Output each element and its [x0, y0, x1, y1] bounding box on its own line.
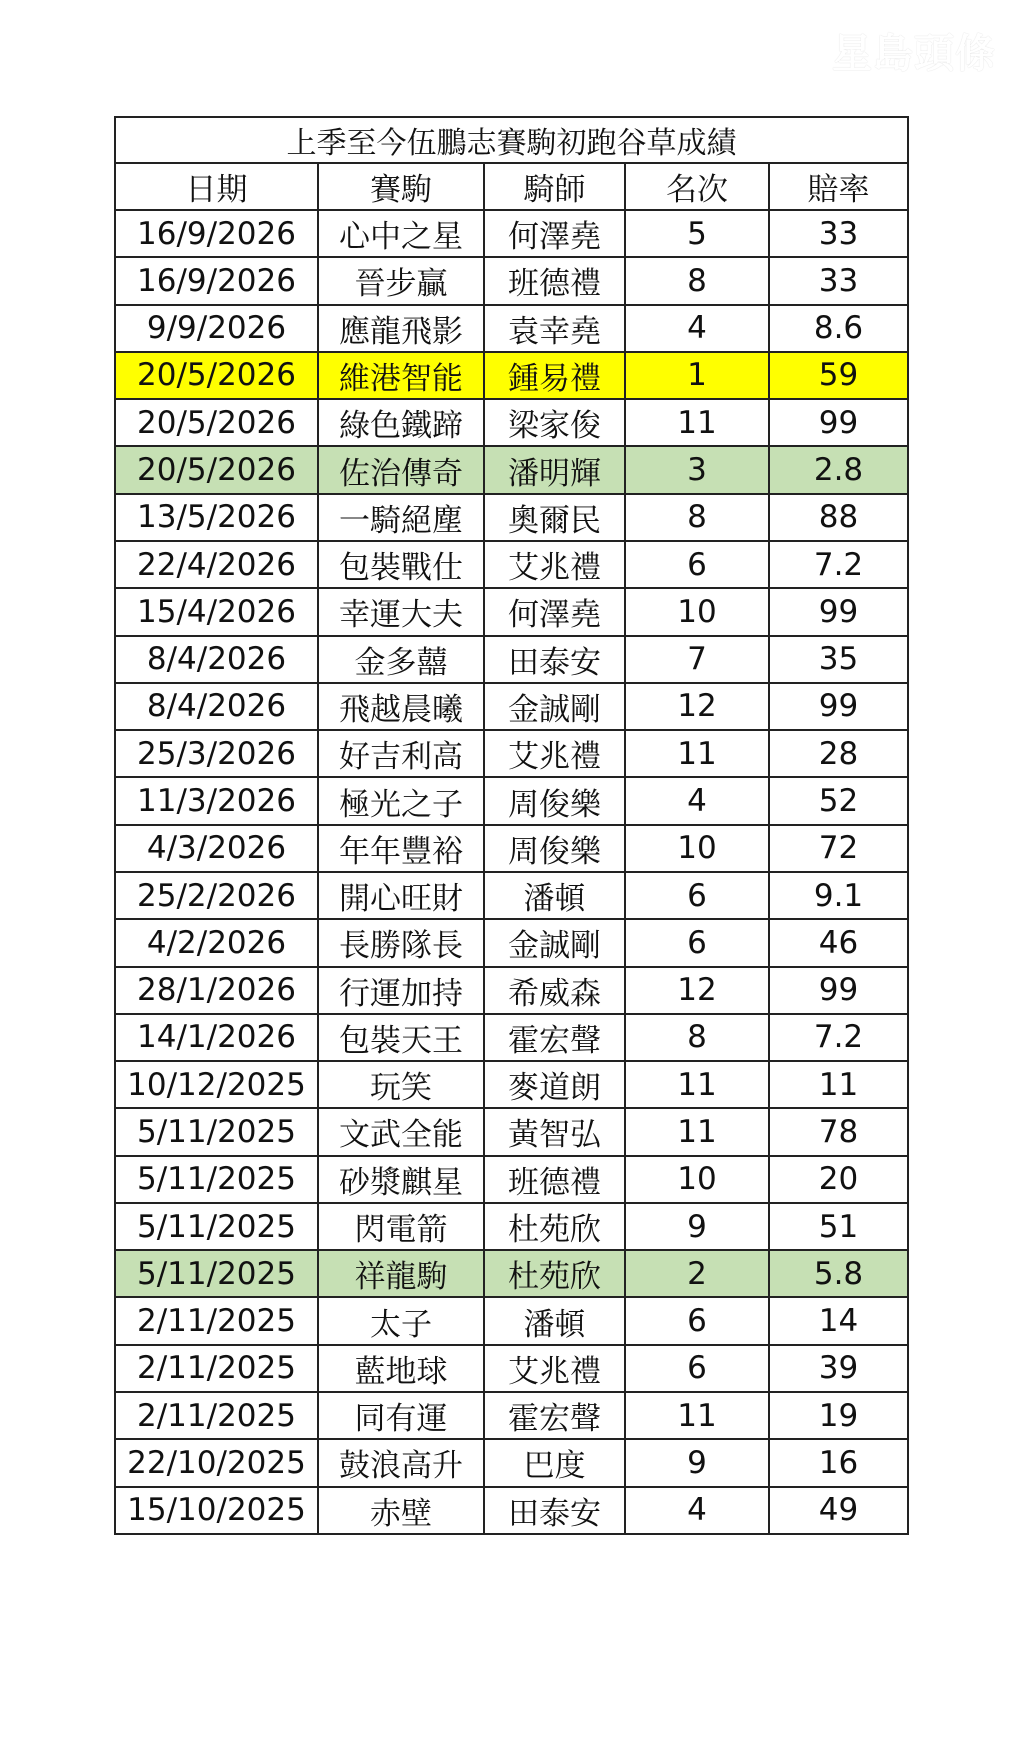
table-row	[115, 1250, 908, 1297]
table-header-row	[115, 163, 908, 210]
cell-jockey: 黃智弘	[484, 1108, 625, 1155]
cell-odds: 99	[769, 683, 908, 730]
cell-odds: 59	[769, 352, 908, 399]
cell-odds: 88	[769, 494, 908, 541]
cell-jockey: 杜苑欣	[484, 1250, 625, 1297]
cell-odds: 49	[769, 1487, 908, 1534]
cell-horse: 飛越晨曦	[318, 683, 484, 730]
cell-horse: 祥龍駒	[318, 1250, 484, 1297]
table-row	[115, 1345, 908, 1392]
cell-odds: 99	[769, 588, 908, 635]
table-row	[115, 967, 908, 1014]
cell-odds: 35	[769, 636, 908, 683]
cell-odds: 16	[769, 1439, 908, 1486]
cell-horse: 行運加持	[318, 967, 484, 1014]
cell-jockey: 班德禮	[484, 257, 625, 304]
cell-place: 6	[625, 1297, 769, 1344]
cell-jockey: 霍宏聲	[484, 1392, 625, 1439]
table-row	[115, 541, 908, 588]
table-row	[115, 352, 908, 399]
cell-odds: 5.8	[769, 1250, 908, 1297]
table-row	[115, 636, 908, 683]
cell-place: 9	[625, 1203, 769, 1250]
cell-horse: 佐治傳奇	[318, 446, 484, 493]
table-row	[115, 588, 908, 635]
cell-date: 2/11/2025	[115, 1345, 318, 1392]
cell-place: 8	[625, 494, 769, 541]
cell-date: 16/9/2026	[115, 210, 318, 257]
cell-horse: 綠色鐵蹄	[318, 399, 484, 446]
cell-place: 12	[625, 683, 769, 730]
cell-date: 5/11/2025	[115, 1108, 318, 1155]
cell-jockey: 金誠剛	[484, 683, 625, 730]
table-title: 上季至今伍鵬志賽駒初跑谷草成績	[115, 117, 908, 163]
table-row	[115, 730, 908, 777]
cell-date: 8/4/2026	[115, 636, 318, 683]
cell-horse: 閃電箭	[318, 1203, 484, 1250]
cell-date: 15/10/2025	[115, 1487, 318, 1534]
cell-jockey: 潘頓	[484, 872, 625, 919]
cell-horse: 一騎絕塵	[318, 494, 484, 541]
cell-jockey: 艾兆禮	[484, 730, 625, 777]
cell-place: 6	[625, 1345, 769, 1392]
cell-place: 10	[625, 1156, 769, 1203]
cell-jockey: 奧爾民	[484, 494, 625, 541]
cell-horse: 文武全能	[318, 1108, 484, 1155]
table-row	[115, 872, 908, 919]
cell-jockey: 希威森	[484, 967, 625, 1014]
table-row	[115, 305, 908, 352]
cell-place: 1	[625, 352, 769, 399]
header-place: 名次	[625, 163, 769, 210]
cell-odds: 46	[769, 919, 908, 966]
cell-jockey: 周俊樂	[484, 777, 625, 824]
cell-odds: 99	[769, 399, 908, 446]
cell-horse: 赤壁	[318, 1487, 484, 1534]
cell-place: 11	[625, 399, 769, 446]
cell-horse: 年年豐裕	[318, 825, 484, 872]
table-row	[115, 1203, 908, 1250]
cell-place: 4	[625, 777, 769, 824]
table-row	[115, 777, 908, 824]
cell-odds: 99	[769, 967, 908, 1014]
cell-odds: 20	[769, 1156, 908, 1203]
cell-horse: 同有運	[318, 1392, 484, 1439]
cell-jockey: 田泰安	[484, 1487, 625, 1534]
cell-jockey: 巴度	[484, 1439, 625, 1486]
table-row	[115, 1014, 908, 1061]
table-title-row	[115, 117, 908, 163]
cell-place: 11	[625, 730, 769, 777]
cell-horse: 長勝隊長	[318, 919, 484, 966]
cell-date: 22/4/2026	[115, 541, 318, 588]
cell-jockey: 何澤堯	[484, 588, 625, 635]
cell-date: 8/4/2026	[115, 683, 318, 730]
cell-date: 20/5/2026	[115, 446, 318, 493]
cell-date: 22/10/2025	[115, 1439, 318, 1486]
cell-odds: 33	[769, 210, 908, 257]
cell-place: 11	[625, 1108, 769, 1155]
table-row	[115, 825, 908, 872]
cell-jockey: 潘頓	[484, 1297, 625, 1344]
cell-horse: 好吉利高	[318, 730, 484, 777]
cell-date: 25/3/2026	[115, 730, 318, 777]
cell-place: 10	[625, 588, 769, 635]
cell-odds: 11	[769, 1061, 908, 1108]
cell-place: 3	[625, 446, 769, 493]
cell-place: 6	[625, 919, 769, 966]
cell-horse: 鼓浪高升	[318, 1439, 484, 1486]
cell-place: 6	[625, 541, 769, 588]
header-jockey: 騎師	[484, 163, 625, 210]
table-row	[115, 1487, 908, 1534]
table-row	[115, 1297, 908, 1344]
site-logo	[820, 22, 1008, 79]
logo-text: 星島頭條	[832, 31, 996, 77]
cell-date: 28/1/2026	[115, 967, 318, 1014]
cell-date: 2/11/2025	[115, 1392, 318, 1439]
cell-place: 4	[625, 1487, 769, 1534]
cell-jockey: 何澤堯	[484, 210, 625, 257]
table-row	[115, 919, 908, 966]
logo-bracket-left	[815, 29, 832, 73]
cell-horse: 晉步贏	[318, 257, 484, 304]
header-odds: 賠率	[769, 163, 908, 210]
cell-date: 9/9/2026	[115, 305, 318, 352]
table-row	[115, 446, 908, 493]
cell-odds: 28	[769, 730, 908, 777]
cell-jockey: 鍾易禮	[484, 352, 625, 399]
cell-date: 20/5/2026	[115, 352, 318, 399]
cell-date: 4/3/2026	[115, 825, 318, 872]
cell-odds: 7.2	[769, 1014, 908, 1061]
cell-place: 11	[625, 1061, 769, 1108]
cell-odds: 14	[769, 1297, 908, 1344]
table-row	[115, 1108, 908, 1155]
logo-bracket-right	[995, 29, 1012, 73]
cell-horse: 心中之星	[318, 210, 484, 257]
cell-jockey: 艾兆禮	[484, 541, 625, 588]
table-row	[115, 1439, 908, 1486]
cell-jockey: 班德禮	[484, 1156, 625, 1203]
cell-jockey: 麥道朗	[484, 1061, 625, 1108]
cell-date: 13/5/2026	[115, 494, 318, 541]
cell-place: 12	[625, 967, 769, 1014]
cell-date: 5/11/2025	[115, 1156, 318, 1203]
cell-place: 7	[625, 636, 769, 683]
cell-place: 8	[625, 257, 769, 304]
cell-horse: 藍地球	[318, 1345, 484, 1392]
cell-horse: 開心旺財	[318, 872, 484, 919]
cell-horse: 砂漿麒星	[318, 1156, 484, 1203]
cell-date: 16/9/2026	[115, 257, 318, 304]
cell-jockey: 潘明輝	[484, 446, 625, 493]
cell-jockey: 金誠剛	[484, 919, 625, 966]
cell-jockey: 周俊樂	[484, 825, 625, 872]
cell-date: 10/12/2025	[115, 1061, 318, 1108]
header-date: 日期	[115, 163, 318, 210]
cell-odds: 39	[769, 1345, 908, 1392]
table-row	[115, 494, 908, 541]
cell-jockey: 袁幸堯	[484, 305, 625, 352]
cell-odds: 72	[769, 825, 908, 872]
cell-horse: 玩笑	[318, 1061, 484, 1108]
cell-place: 6	[625, 872, 769, 919]
table-row	[115, 210, 908, 257]
cell-odds: 51	[769, 1203, 908, 1250]
cell-jockey: 艾兆禮	[484, 1345, 625, 1392]
cell-odds: 33	[769, 257, 908, 304]
cell-odds: 78	[769, 1108, 908, 1155]
cell-odds: 7.2	[769, 541, 908, 588]
cell-horse: 金多囍	[318, 636, 484, 683]
cell-odds: 9.1	[769, 872, 908, 919]
cell-jockey: 杜苑欣	[484, 1203, 625, 1250]
table-row	[115, 1392, 908, 1439]
cell-jockey: 田泰安	[484, 636, 625, 683]
cell-odds: 8.6	[769, 305, 908, 352]
table-row	[115, 257, 908, 304]
table-body	[115, 210, 908, 1534]
cell-date: 11/3/2026	[115, 777, 318, 824]
cell-jockey: 霍宏聲	[484, 1014, 625, 1061]
cell-date: 14/1/2026	[115, 1014, 318, 1061]
table-row	[115, 399, 908, 446]
cell-odds: 2.8	[769, 446, 908, 493]
cell-horse: 維港智能	[318, 352, 484, 399]
cell-date: 25/2/2026	[115, 872, 318, 919]
cell-place: 11	[625, 1392, 769, 1439]
cell-date: 4/2/2026	[115, 919, 318, 966]
cell-place: 10	[625, 825, 769, 872]
cell-place: 5	[625, 210, 769, 257]
table-row	[115, 683, 908, 730]
cell-date: 2/11/2025	[115, 1297, 318, 1344]
cell-odds: 52	[769, 777, 908, 824]
cell-date: 15/4/2026	[115, 588, 318, 635]
cell-date: 5/11/2025	[115, 1203, 318, 1250]
cell-horse: 應龍飛影	[318, 305, 484, 352]
cell-place: 8	[625, 1014, 769, 1061]
cell-date: 20/5/2026	[115, 399, 318, 446]
table-row	[115, 1061, 908, 1108]
cell-horse: 幸運大夫	[318, 588, 484, 635]
race-results-table	[114, 116, 909, 1535]
cell-place: 9	[625, 1439, 769, 1486]
header-horse: 賽駒	[318, 163, 484, 210]
cell-horse: 包裝天王	[318, 1014, 484, 1061]
cell-place: 2	[625, 1250, 769, 1297]
cell-odds: 19	[769, 1392, 908, 1439]
table-row	[115, 1156, 908, 1203]
cell-horse: 太子	[318, 1297, 484, 1344]
cell-horse: 包裝戰仕	[318, 541, 484, 588]
cell-horse: 極光之子	[318, 777, 484, 824]
cell-place: 4	[625, 305, 769, 352]
cell-jockey: 梁家俊	[484, 399, 625, 446]
cell-date: 5/11/2025	[115, 1250, 318, 1297]
